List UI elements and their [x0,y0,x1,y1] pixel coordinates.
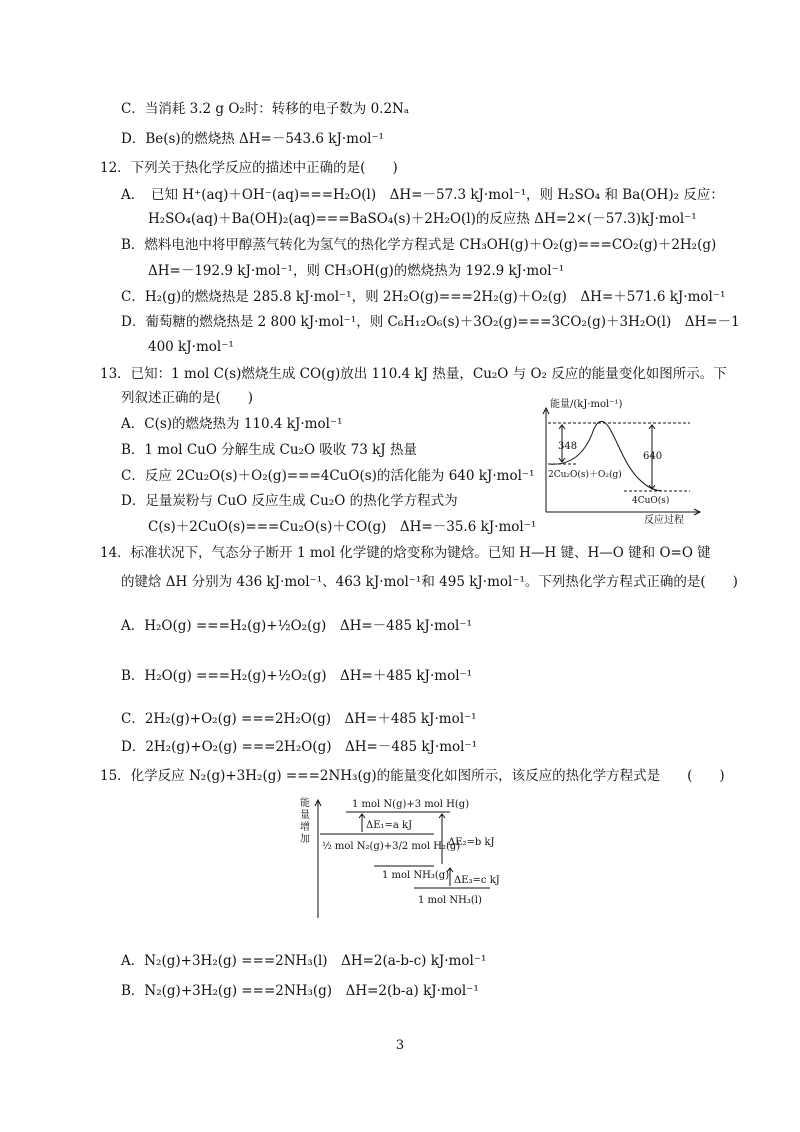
q13-option-d-line1: D．足量炭粉与 CuO 反应生成 Cu₂O 的热化学方程式为 [121,493,458,509]
q15-delta-e1: ΔE₁=a kJ [366,820,413,831]
q13-option-d-line2: C(s)＋2CuO(s)===Cu₂O(s)＋CO(g) ΔH=－35.6 kJ·mol⁻¹ [148,519,537,535]
q15-y-axis-label: 能量增加 [300,798,310,845]
q14-option-a: A．H₂O(g) ===H₂(g)+½O₂(g) ΔH=－485 kJ·mol⁻¹ [121,618,472,634]
q15-level-reactants: ½ mol N₂(g)+3/2 mol H₂(g) [322,841,461,852]
q12-option-c: C．H₂(g)的燃烧热是 285.8 kJ·mol⁻¹，则 2H₂O(g)===2H₂(g)＋O₂(g) ΔH=＋571.6 kJ·mol⁻¹ [121,289,726,305]
q12-option-d-line2: 400 kJ·mol⁻¹ [148,339,234,355]
q12-stem: 12．下列关于热化学反应的描述中正确的是( ) [100,160,398,176]
q15-level-nh3-gas: 1 mol NH₃(g) [382,870,450,881]
q11-option-d: D．Be(s)的燃烧热 ΔH=－543.6 kJ·mol⁻¹ [121,131,384,147]
q12-option-b-line1: B．燃料电池中将甲醇蒸气转化为氢气的热化学方程式是 CH₃OH(g)＋O₂(g)===CO₂(g)＋2H₂(g) [121,237,717,253]
q13-reactant-label: 2Cu₂O(s)＋O₂(g) [548,470,622,480]
q13-x-axis-label: 反应过程 [644,515,684,526]
q12-option-a-line1: A． 已知 H⁺(aq)＋OH⁻(aq)===H₂O(l) ΔH=－57.3 kJ·mol⁻¹，则 H₂SO₄ 和 Ba(OH)₂ 反应： [121,187,724,203]
q13-label-640: 640 [643,451,663,462]
q12-option-d-line1: D．葡萄糖的燃烧热是 2 800 kJ·mol⁻¹，则 C₆H₁₂O₆(s)＋3O₂(g)===3CO₂(g)＋3H₂O(l) ΔH=－1 [121,314,740,330]
q12-option-a-line2: H₂SO₄(aq)＋Ba(OH)₂(aq)===BaSO₄(s)＋2H₂O(l)的反应热 ΔH=2×(－57.3)kJ·mol⁻¹ [148,211,697,227]
q15-energy-diagram [300,792,510,922]
q15-level-atoms: 1 mol N(g)+3 mol H(g) [352,799,470,810]
q11-option-c: C．当消耗 3.2 g O₂时：转移的电子数为 0.2Nₐ [121,101,410,117]
q13-option-a: A．C(s)的燃烧热为 110.4 kJ·mol⁻¹ [121,416,343,432]
q14-stem-line1: 14．标准状况下，气态分子断开 1 mol 化学键的焓变称为键焓。已知 H—H 键、H—O 键和 O=O 键 [100,545,711,561]
q15-delta-e2: ΔE₂=b kJ [448,837,495,848]
q13-option-c: C．反应 2Cu₂O(s)＋O₂(g)===4CuO(s)的活化能为 640 kJ·mol⁻¹ [121,468,535,484]
q13-energy-diagram [540,400,705,528]
q15-delta-e3: ΔE₃=c kJ [454,875,500,886]
q14-option-d: D．2H₂(g)+O₂(g) ===2H₂O(g) ΔH=－485 kJ·mol⁻¹ [121,739,478,755]
q15-stem: 15．化学反应 N₂(g)+3H₂(g) ===2NH₃(g)的能量变化如图所示，该反应的热化学方程式是 ( ) [100,768,725,784]
page-number: 3 [395,1038,405,1053]
q13-stem-line1: 13．已知：1 mol C(s)燃烧生成 CO(g)放出 110.4 kJ 热量，Cu₂O 与 O₂ 反应的能量变化如图所示。下 [100,366,727,382]
q15-option-a: A．N₂(g)+3H₂(g) ===2NH₃(l) ΔH=2(a-b-c) kJ·mol⁻¹ [121,953,487,969]
q13-label-348: 348 [558,441,578,452]
q13-product-label: 4CuO(s) [632,496,670,506]
q12-option-b-line2: ΔH=－192.9 kJ·mol⁻¹，则 CH₃OH(g)的燃烧热为 192.9 kJ·mol⁻¹ [148,263,565,279]
q15-option-b: B．N₂(g)+3H₂(g) ===2NH₃(g) ΔH=2(b-a) kJ·mol⁻¹ [121,983,479,999]
q13-option-b: B．1 mol CuO 分解生成 Cu₂O 吸收 73 kJ 热量 [121,442,417,458]
q13-stem-line2: 列叙述正确的是( ) [121,390,254,406]
q14-option-c: C．2H₂(g)+O₂(g) ===2H₂O(g) ΔH=＋485 kJ·mol⁻¹ [121,711,477,727]
q14-stem-line2: 的键焓 ΔH 分别为 436 kJ·mol⁻¹、463 kJ·mol⁻¹和 495 kJ·mol⁻¹。下列热化学方程式正确的是( ) [121,574,738,590]
q13-y-axis-label: 能量/(kJ·mol⁻¹) [550,399,623,410]
q15-level-nh3-liquid: 1 mol NH₃(l) [418,895,482,906]
q14-option-b: B．H₂O(g) ===H₂(g)+½O₂(g) ΔH=＋485 kJ·mol⁻¹ [121,668,473,684]
